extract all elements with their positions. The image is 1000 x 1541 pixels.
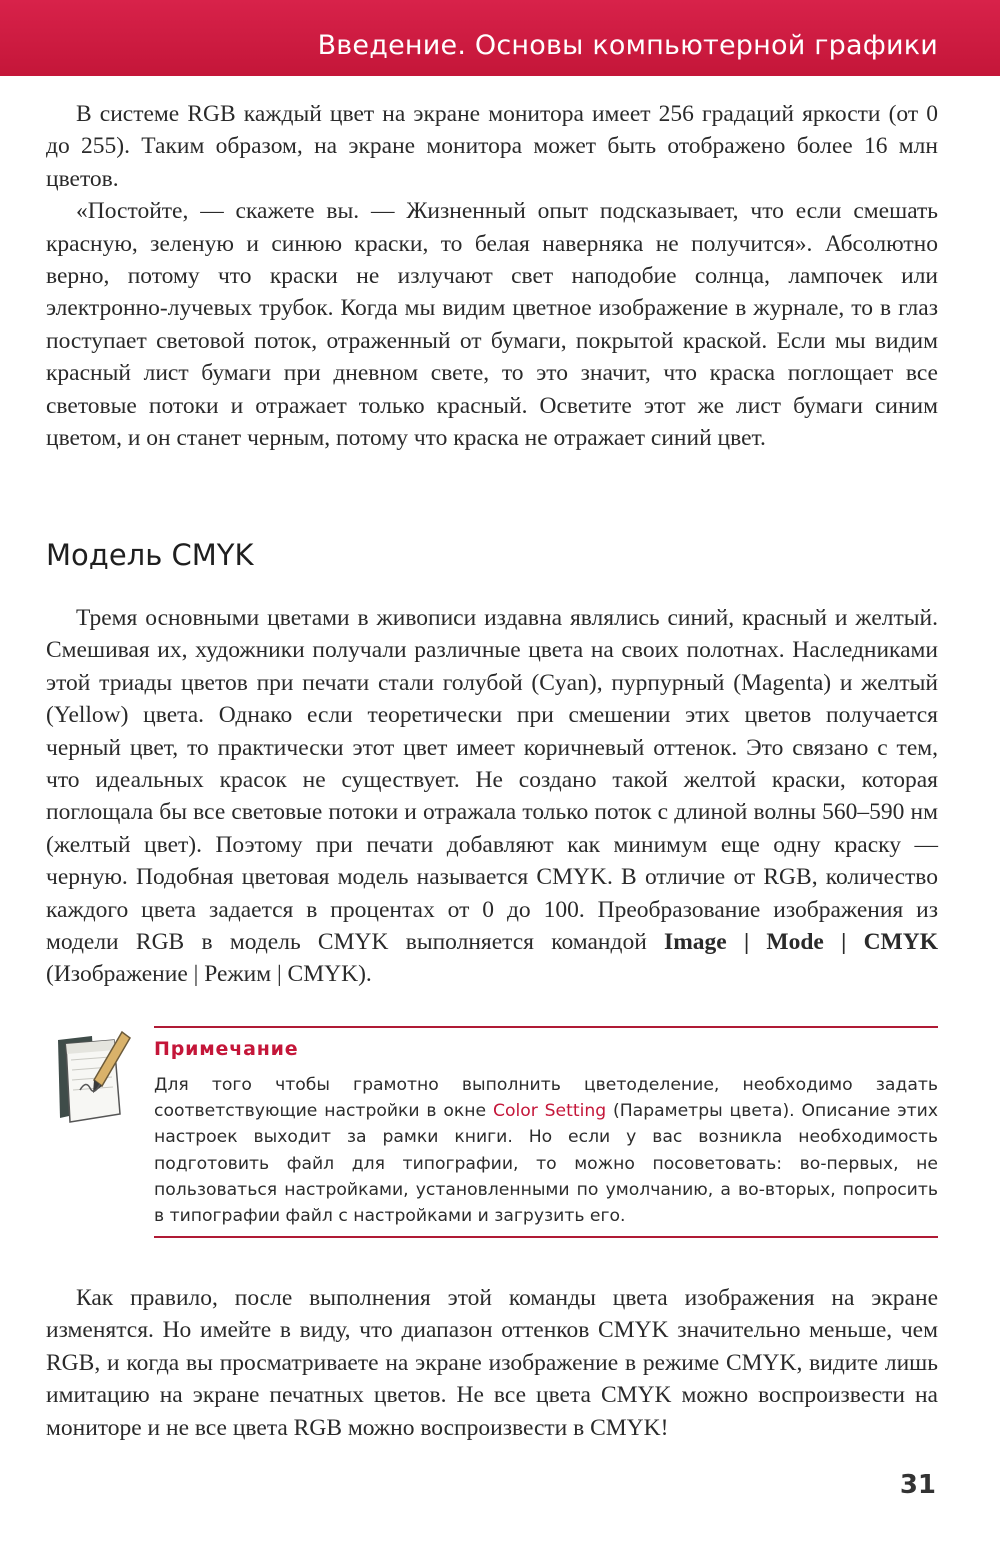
note-highlight-term: Color Setting <box>492 1101 607 1122</box>
paragraph: Как правило, после выполнения этой команды цвета изображения на экране изменятся. Но имейте в виду, что диапазон оттенков CMYK значительно меньше, чем RGB, и когда вы просматриваете на экране изображение в режиме CMYK, видите лишь имитацию на экране печатных цветов. Не все цвета CMYK можно воспроизвести на мониторе и не все цвета RGB можно воспроизвести в CMYK! <box>46 1285 938 1441</box>
body-block-conclusion <box>46 1282 938 1444</box>
paragraph-text: (Изображение | Режим | CMYK). <box>46 961 372 988</box>
notepad-pencil-icon <box>40 1030 140 1130</box>
section-heading: Модель CMYK <box>46 538 254 572</box>
note-title: Примечание <box>154 1038 299 1060</box>
header-band <box>0 0 1000 76</box>
menu-command: Image | Mode | CMYK <box>664 929 938 956</box>
page-number: 31 <box>899 1470 936 1500</box>
body-block-cmyk <box>46 602 938 991</box>
note-text <box>154 1072 938 1229</box>
paragraph-text: Тремя основными цветами в живописи издавна являлись синий, красный и желтый. Смешивая их, художники получали различные цвета на своих полотнах. Наследниками этой триады цветов при печати стали голубой (Cyan), пурпурный (Magenta) и желтый (Yellow) цвета. Однако если теоретически при смешении этих цветов получается черный цвет, то практически этот цвет имеет коричневый оттенок. Это связано с тем, что идеальных красок не существует. Не создано такой желтой краски, которая поглощала бы все световые потоки и отражала только поток с длиной волны 560–590 нм (желтый цвет). Поэтому при печати добавляют как минимум еще одну краску — черную. Подобная цветовая модель называется CMYK. В отличие от RGB, количество каждого цвета задается в процентах от 0 до 100. Преобразование изображения из модели RGB в модель CMYK выполняется командой <box>46 605 938 956</box>
paragraph: В системе RGB каждый цвет на экране монитора имеет 256 градаций яркости (от 0 до 255). Таким образом, на экране монитора может быть отображено более 16 млн цветов. <box>46 101 938 192</box>
note-divider-bottom <box>154 1236 938 1238</box>
paragraph: «Постойте, — скажете вы. — Жизненный опыт подсказывает, что если смешать красную, зеленую и синюю краски, то белая наверняка не получится». Абсолютно верно, потому что краски не излучают свет наподобие солнца, лампочек или электронно-лучевых трубок. Когда мы видим цветное изображение в журнале, то в глаз поступает световой поток, отраженный от бумаги, покрытой краской. Если мы видим красный лист бумаги при дневном свете, то это значит, что краска поглощает все световые потоки и отражает только красный. Осветите этот же лист бумаги синим цветом, и он станет черным, потому что краска не отражает синий цвет. <box>46 198 938 452</box>
paragraph <box>46 602 938 991</box>
note-divider-top <box>154 1026 938 1028</box>
running-header-title: Введение. Основы компьютерной графики <box>317 30 938 61</box>
note-text-part: Для того чтобы грамотно выполнить цветоделение, необходимо задать соответствующие настройки в окне <box>154 1075 938 1122</box>
note-text-part: (Параметры цвета). Описание этих настроек выходит за рамки книги. Но если у вас возникла необходимость подготовить файл для типографии, то можно посоветовать: во-первых, не пользоваться настройками, установленными по умолчанию, а во-вторых, попросить в типографии файл с настройками и загрузить его. <box>154 1101 938 1227</box>
body-block-rgb <box>46 98 938 454</box>
